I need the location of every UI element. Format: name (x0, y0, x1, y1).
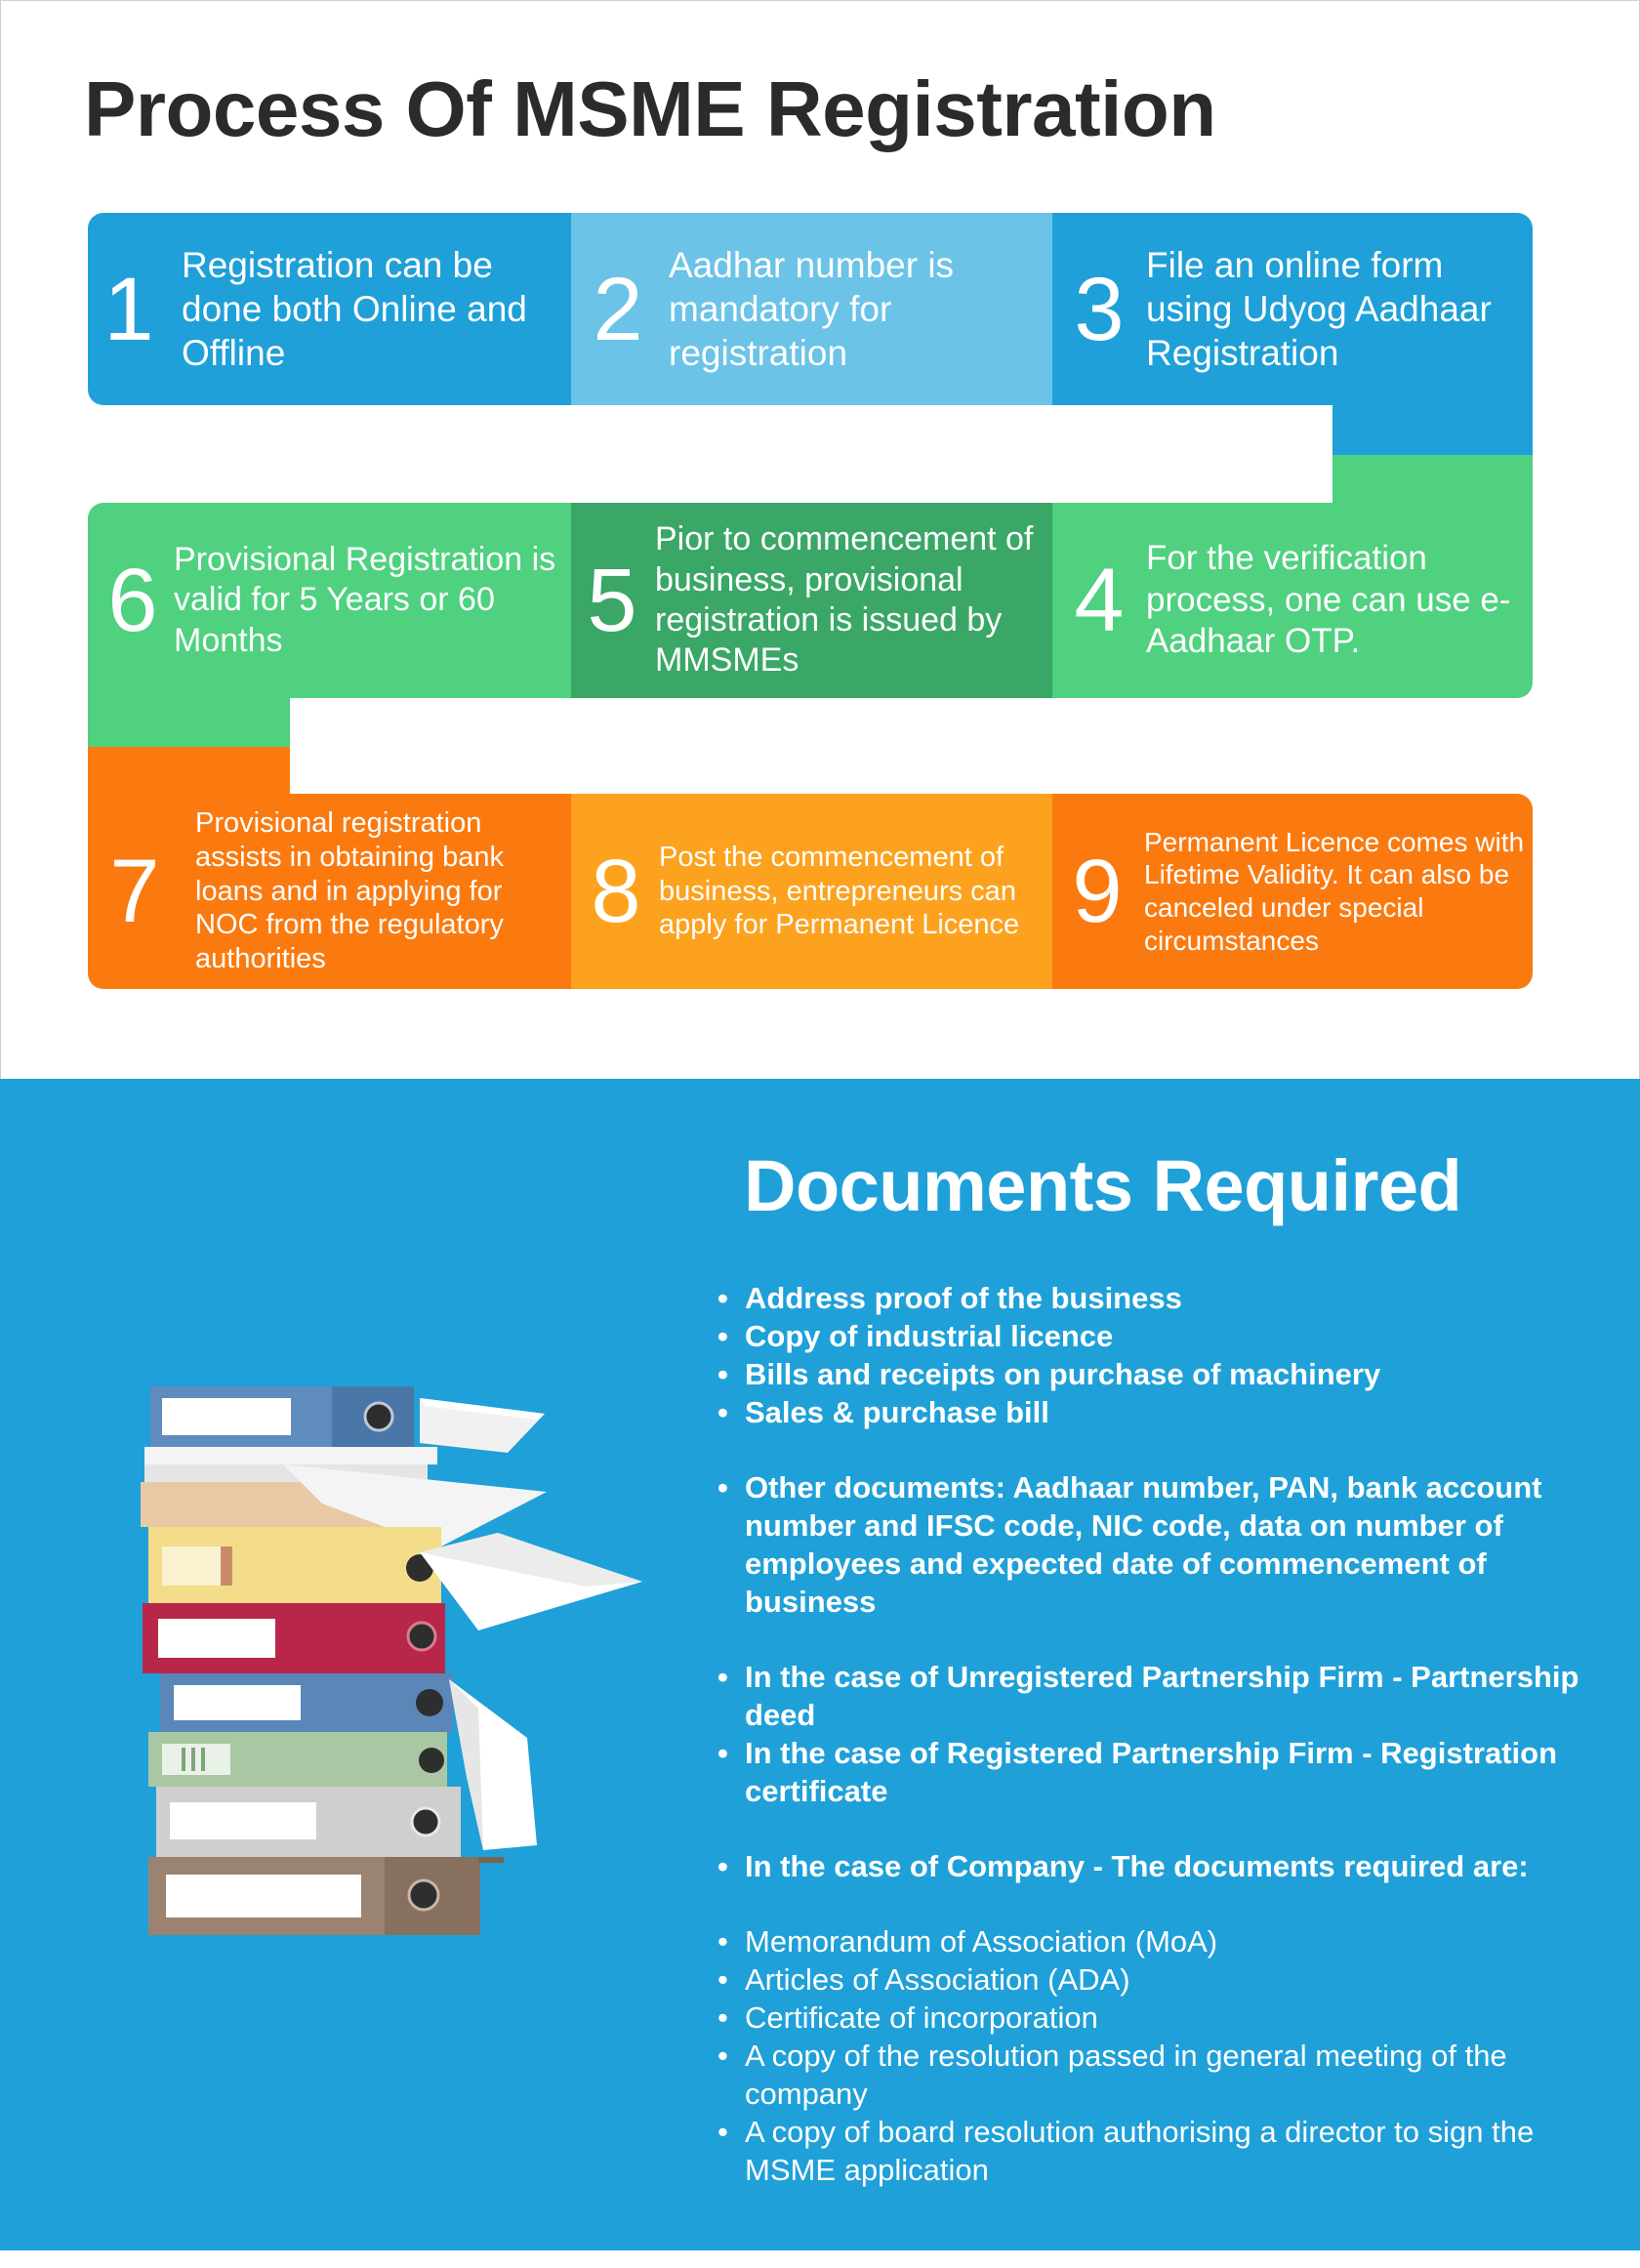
step-4 (1052, 503, 1533, 698)
document-item: • Bills and receipts on purchase of machinery (718, 1355, 1596, 1393)
step-8-number: 8 (591, 842, 641, 941)
step-9-text: Permanent Licence comes with Lifetime Validity. It can also be canceled under special circumstances (1144, 826, 1525, 956)
step-7 (88, 794, 572, 989)
step-1-text: Registration can be done both Online and Offline (182, 244, 527, 374)
step-5-text: Pior to commencement of business, provisional registration is issued by MMSMEs (655, 520, 1034, 680)
document-item: • In the case of Company - The documents required are: (718, 1847, 1596, 1885)
company-document-item: • A copy of board resolution authorising a director to sign the MSME application (718, 2113, 1596, 2189)
document-item: • In the case of Unregistered Partnership Firm - Partnership deed (718, 1658, 1596, 1734)
company-document-item: • Articles of Association (ADA) (718, 1960, 1596, 1999)
stack-of-folders-icon (127, 1386, 654, 1992)
step-2 (571, 213, 1053, 405)
step-1-number: 1 (103, 259, 154, 359)
step-4-number: 4 (1074, 551, 1125, 650)
document-item: • Other documents: Aadhaar number, PAN, bank account number and IFSC code, NIC code, data on number of employees and expected date of commencement of business (718, 1468, 1596, 1621)
connector-band-green-right (1332, 455, 1533, 504)
page-title: Process Of MSME Registration (84, 65, 1216, 152)
step-6-number: 6 (107, 551, 158, 650)
company-document-item: • Certificate of incorporation (718, 1999, 1596, 2037)
step-6-text: Provisional Registration is valid for 5 Years or 60 Months (174, 540, 556, 659)
step-6 (88, 503, 572, 698)
step-3-text: File an online form using Udyog Aadhaar Registration (1146, 244, 1492, 374)
step-8 (571, 794, 1053, 989)
document-item: • Copy of industrial licence (718, 1317, 1596, 1355)
step-2-number: 2 (593, 259, 643, 359)
document-item: • Address proof of the business (718, 1279, 1596, 1317)
step-9-number: 9 (1072, 842, 1123, 941)
company-document-item: • Memorandum of Association (MoA) (718, 1922, 1596, 1960)
step-1 (88, 213, 572, 405)
step-5 (571, 503, 1053, 698)
step-7-number: 7 (109, 842, 160, 941)
step-7-text: Provisional registration assists in obtaining bank loans and in applying for NOC from the regulatory authorities (195, 807, 504, 975)
connector-band-orange-left (88, 747, 290, 796)
step-5-number: 5 (587, 551, 637, 650)
document-item: • In the case of Registered Partnership Firm - Registration certificate (718, 1734, 1596, 1810)
step-8-text: Post the commencement of business, entrepreneurs can apply for Permanent Licence (659, 841, 1020, 941)
documents-list (718, 1279, 1596, 2189)
step-4-text: For the verification process, one can use e-Aadhaar OTP. (1146, 538, 1511, 661)
document-item: • Sales & purchase bill (718, 1393, 1596, 1431)
company-document-item: • A copy of the resolution passed in general meeting of the company (718, 2037, 1596, 2113)
bottom-strip (0, 2250, 1640, 2268)
step-3-number: 3 (1074, 259, 1125, 359)
step-9 (1052, 794, 1533, 989)
step-2-text: Aadhar number is mandatory for registration (669, 244, 955, 374)
step-3 (1052, 213, 1533, 405)
documents-title: Documents Required (744, 1145, 1462, 1226)
